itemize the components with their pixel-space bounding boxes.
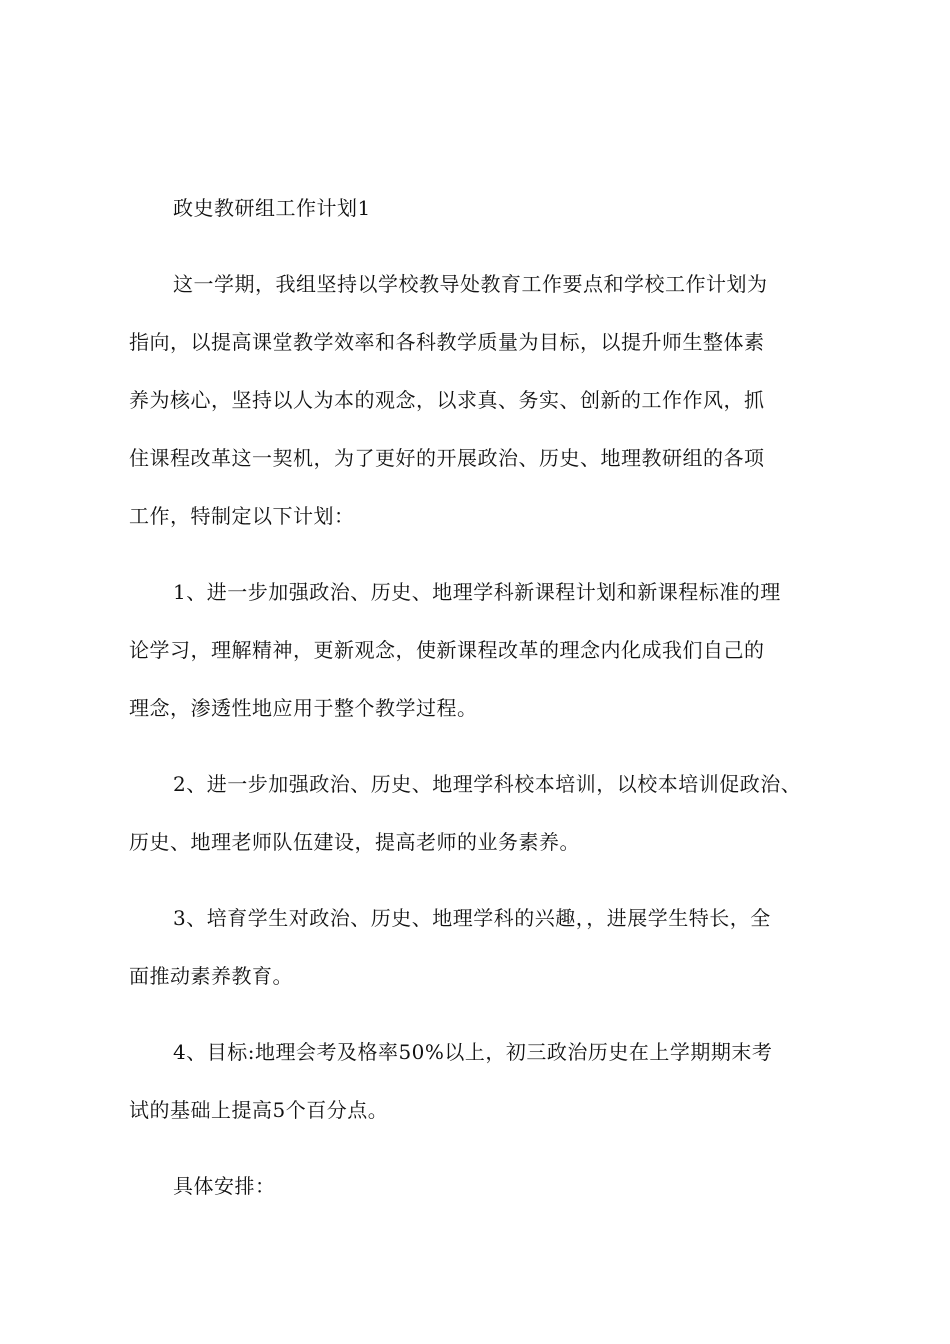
paragraph-line: 试的基础上提高5个百分点。 (129, 1098, 389, 1122)
paragraph-line: 论学习，理解精神，更新观念，使新课程改革的理念内化成我们自己的 (129, 638, 765, 662)
paragraph-line: 指向，以提高课堂教学效率和各科教学质量为目标，以提升师生整体素 (129, 330, 765, 354)
paragraph-line: 养为核心，坚持以人为本的观念，以求真、务实、创新的工作作风，抓 (129, 388, 765, 412)
paragraph-item-1 (129, 572, 829, 728)
paragraph-item-4 (129, 1032, 829, 1130)
title-line: 政史教研组工作计划1 (173, 196, 371, 220)
paragraph-line: 面推动素养教育。 (129, 964, 293, 988)
paragraph-line: 具体安排： (173, 1174, 276, 1198)
paragraph-line: 工作，特制定以下计划： (129, 504, 355, 528)
paragraph-line: 2、进一步加强政治、历史、地理学科校本培训，以校本培训促政治、 (173, 772, 802, 796)
paragraph-line: 4、目标:地理会考及格率50%以上，初三政治历史在上学期期末考 (173, 1040, 773, 1064)
paragraph-intro (129, 264, 829, 536)
paragraph-line: 这一学期，我组坚持以学校教导处教育工作要点和学校工作计划为 (173, 272, 768, 296)
paragraph-line: 理念，渗透性地应用于整个教学过程。 (129, 696, 478, 720)
document-title (129, 188, 829, 228)
paragraph-line: 1、进一步加强政治、历史、地理学科新课程计划和新课程标准的理 (173, 580, 781, 604)
paragraph-line: 住课程改革这一契机，为了更好的开展政治、历史、地理教研组的各项 (129, 446, 765, 470)
document-body (129, 188, 829, 1242)
paragraph-item-2 (129, 764, 829, 862)
paragraph-line: 历史、地理老师队伍建设，提高老师的业务素养。 (129, 830, 580, 854)
paragraph-item-3 (129, 898, 829, 996)
paragraph-arrangement-heading (129, 1166, 829, 1206)
paragraph-line: 3、培育学生对政治、历史、地理学科的兴趣，，进展学生特长，全 (173, 906, 771, 930)
